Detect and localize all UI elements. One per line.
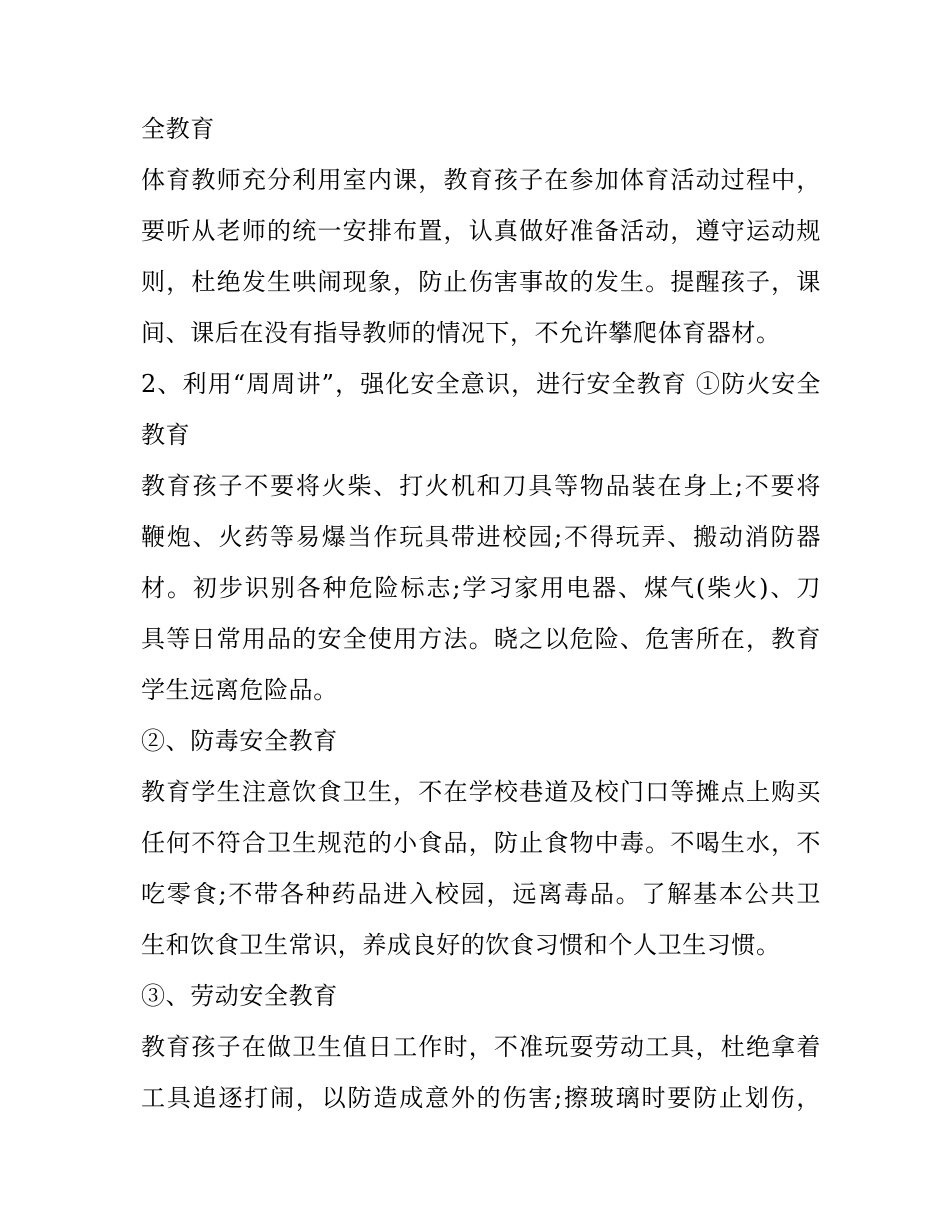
text-line: 教育 [141,421,191,449]
text-line: 2、利用“周周讲”，强化安全意识，进行安全教育 ①防火安全 [141,370,821,398]
text-line: 鞭炮、火药等易爆当作玩具带进校园;不得玩弄、搬动消防器 [141,523,821,551]
text-line: 材。初步识别各种危险标志;学习家用电器、煤气(柴火)、刀 [141,574,821,602]
text-line: 全教育 [141,115,215,143]
text-line: 生和饮食卫生常识，养成良好的饮食习惯和个人卫生习惯。 [141,931,781,959]
text-line: 具等日常用品的安全使用方法。晓之以危险、危害所在，教育 [141,625,821,653]
text-line: 吃零食;不带各种药品进入校园，远离毒品。了解基本公共卫 [141,880,821,908]
text-line: 工具追逐打闹，以防造成意外的伤害;擦玻璃时要防止划伤， [141,1084,821,1112]
text-line: 体育教师充分利用室内课，教育孩子在参加体育活动过程中， [141,166,821,194]
text-line: 任何不符合卫生规范的小食品，防止食物中毒。不喝生水，不 [141,829,821,857]
text-line: 教育孩子不要将火柴、打火机和刀具等物品装在身上;不要将 [141,472,821,500]
text-line: 间、课后在没有指导教师的情况下，不允许攀爬体育器材。 [141,319,781,347]
text-line: 教育孩子在做卫生值日工作时，不准玩耍劳动工具，杜绝拿着 [141,1033,821,1061]
section-heading: ③、劳动安全教育 [141,982,338,1010]
text-line: 学生远离危险品。 [141,676,338,704]
document-body [141,104,821,1124]
text-line: 教育学生注意饮食卫生，不在学校巷道及校门口等摊点上购买 [141,778,821,806]
text-line: 要听从老师的统一安排布置，认真做好准备活动，遵守运动规 [141,217,821,245]
text-line: 则，杜绝发生哄闹现象，防止伤害事故的发生。提醒孩子，课 [141,268,821,296]
section-heading: ②、防毒安全教育 [141,727,338,755]
